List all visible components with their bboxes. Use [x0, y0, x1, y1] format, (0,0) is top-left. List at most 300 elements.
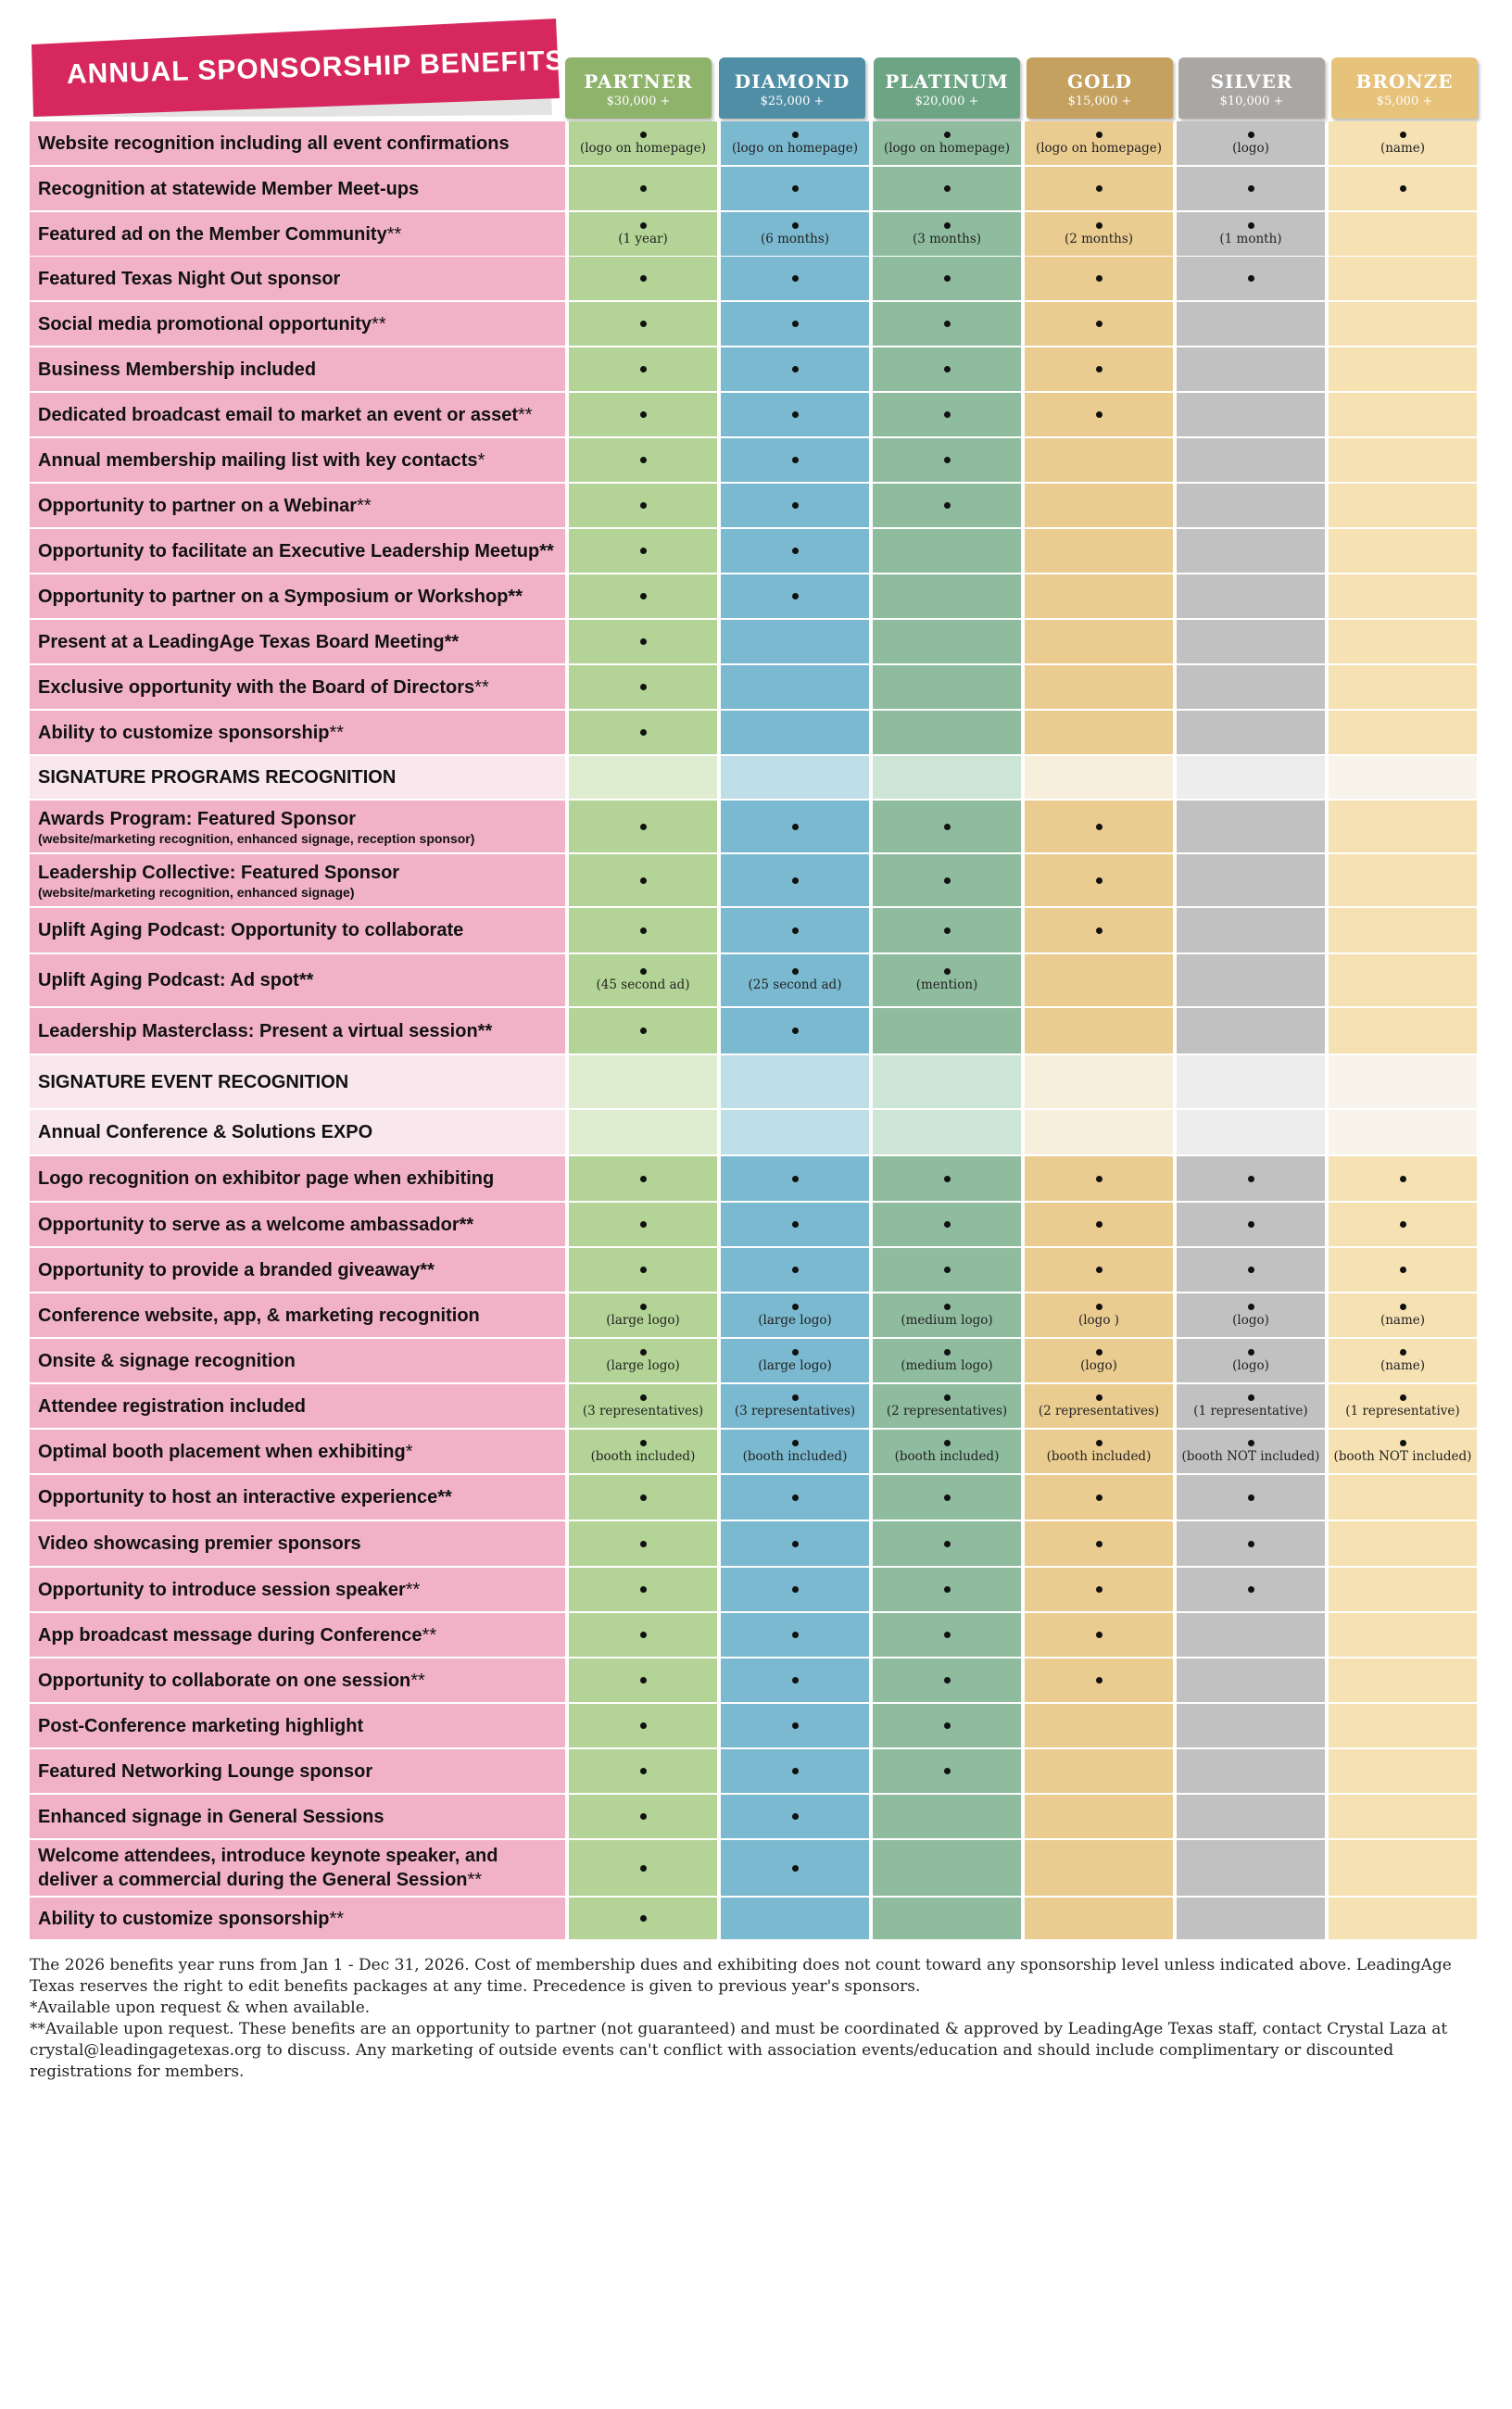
cell-gold — [1025, 854, 1173, 906]
row-label — [30, 1339, 565, 1382]
cell-bronze — [1329, 438, 1477, 482]
cell-silver — [1177, 1156, 1325, 1201]
included-dot-icon — [792, 1586, 799, 1593]
included-dot-icon — [1096, 185, 1102, 192]
benefit-note: (mention) — [915, 977, 978, 992]
benefit-note: (logo on homepage) — [1035, 140, 1163, 156]
included-dot-icon — [944, 1632, 951, 1638]
included-dot-icon — [792, 185, 799, 192]
cell-gold — [1025, 529, 1173, 573]
table-row — [30, 1475, 1477, 1520]
cell-diamond — [721, 1898, 869, 1939]
cell-gold — [1025, 121, 1173, 165]
row-label-text — [38, 1258, 565, 1282]
cell-bronze — [1329, 1521, 1477, 1566]
cell-silver — [1177, 212, 1325, 256]
row-label-main: Website recognition including all event confirmations — [38, 132, 510, 154]
availability-marker: * — [405, 1441, 413, 1462]
included-dot-icon — [944, 1176, 951, 1182]
included-dot-icon — [944, 1394, 951, 1401]
cell-platinum — [873, 1840, 1021, 1896]
included-dot-icon — [944, 457, 951, 463]
table-row — [30, 347, 1477, 391]
row-label-text — [38, 1019, 565, 1043]
cell-platinum — [873, 1055, 1021, 1108]
included-dot-icon — [792, 321, 799, 327]
included-dot-icon — [1248, 1495, 1254, 1501]
cell-diamond — [721, 1384, 869, 1428]
table-row — [30, 302, 1477, 346]
table-row — [30, 212, 1477, 256]
row-label — [30, 1008, 565, 1053]
included-dot-icon — [792, 1722, 799, 1729]
benefit-note: (2 representatives) — [1038, 1403, 1160, 1419]
tier-header-diamond — [719, 57, 865, 119]
benefit-note: (1 representative) — [1193, 1403, 1308, 1419]
cell-diamond — [721, 574, 869, 618]
cell-bronze — [1329, 1659, 1477, 1702]
cell-silver — [1177, 393, 1325, 436]
cell-bronze — [1329, 484, 1477, 527]
cell-partner — [569, 484, 717, 527]
cell-gold — [1025, 1110, 1173, 1154]
included-dot-icon — [1096, 1495, 1102, 1501]
cell-diamond — [721, 167, 869, 210]
cell-silver — [1177, 1704, 1325, 1747]
cell-silver — [1177, 1110, 1325, 1154]
cell-partner — [569, 1659, 717, 1702]
included-dot-icon — [640, 1632, 647, 1638]
cell-silver — [1177, 1430, 1325, 1473]
table-row — [30, 1898, 1477, 1939]
row-label-detail: (website/marketing recognition, enhanced signage, reception sponsor) — [38, 831, 475, 846]
row-label-main: Ability to customize sponsorship — [38, 722, 330, 743]
benefit-note: (1 representative) — [1345, 1403, 1460, 1419]
benefit-note: (3 months) — [912, 231, 982, 246]
cell-platinum — [873, 1339, 1021, 1382]
included-dot-icon — [944, 1541, 951, 1547]
row-label-text — [38, 1349, 565, 1373]
tier-header-platinum — [874, 57, 1020, 119]
benefit-note: (large logo) — [758, 1357, 832, 1373]
row-label-main: Video showcasing premier sponsors — [38, 1533, 361, 1554]
included-dot-icon — [944, 927, 951, 934]
included-dot-icon — [944, 1267, 951, 1273]
included-dot-icon — [792, 1677, 799, 1684]
row-label-main: Welcome attendees, introduce keynote speaker, and — [38, 1846, 498, 1866]
cell-partner — [569, 1293, 717, 1337]
table-row — [30, 167, 1477, 210]
included-dot-icon — [1096, 222, 1102, 229]
included-dot-icon — [1248, 1440, 1254, 1446]
cell-silver — [1177, 1568, 1325, 1611]
benefit-note: (2 representatives) — [886, 1403, 1008, 1419]
cell-bronze — [1329, 1704, 1477, 1747]
table-row — [30, 1156, 1477, 1201]
cell-gold — [1025, 1248, 1173, 1292]
row-label — [30, 908, 565, 952]
included-dot-icon — [1096, 1176, 1102, 1182]
row-label — [30, 1203, 565, 1246]
row-label-text — [38, 1578, 565, 1602]
benefit-note: (name) — [1380, 1312, 1426, 1328]
table-row — [30, 438, 1477, 482]
cell-bronze — [1329, 801, 1477, 852]
cell-silver — [1177, 801, 1325, 852]
cell-bronze — [1329, 302, 1477, 346]
cell-diamond — [721, 1156, 869, 1201]
cell-diamond — [721, 1339, 869, 1382]
included-dot-icon — [640, 457, 647, 463]
cell-bronze — [1329, 1613, 1477, 1657]
included-dot-icon — [792, 968, 799, 975]
cell-diamond — [721, 1613, 869, 1657]
row-label — [30, 801, 565, 852]
row-label-main: Social media promotional opportunity — [38, 313, 372, 334]
benefit-note: (large logo) — [606, 1357, 680, 1373]
included-dot-icon — [1248, 1267, 1254, 1273]
cell-diamond — [721, 347, 869, 391]
cell-gold — [1025, 1156, 1173, 1201]
benefit-note: (name) — [1380, 140, 1426, 156]
cell-silver — [1177, 438, 1325, 482]
row-label — [30, 1430, 565, 1473]
cell-platinum — [873, 167, 1021, 210]
table-row — [30, 1384, 1477, 1428]
cell-partner — [569, 1898, 717, 1939]
included-dot-icon — [640, 729, 647, 736]
row-label-main: SIGNATURE PROGRAMS RECOGNITION — [38, 767, 397, 788]
cell-partner — [569, 665, 717, 709]
row-label-main: Post-Conference marketing highlight — [38, 1715, 364, 1736]
cell-bronze — [1329, 1156, 1477, 1201]
cell-silver — [1177, 1475, 1325, 1520]
cell-gold — [1025, 1613, 1173, 1657]
included-dot-icon — [640, 502, 647, 509]
cell-platinum — [873, 954, 1021, 1006]
included-dot-icon — [944, 1677, 951, 1684]
row-label-main: Onsite & signage recognition — [38, 1350, 296, 1371]
cell-diamond — [721, 438, 869, 482]
cell-platinum — [873, 1293, 1021, 1337]
cell-platinum — [873, 574, 1021, 618]
cell-diamond — [721, 121, 869, 165]
availability-marker: ** — [372, 313, 386, 334]
cell-bronze — [1329, 212, 1477, 256]
availability-marker: ** — [467, 1870, 483, 1890]
row-label-text — [38, 403, 565, 427]
included-dot-icon — [640, 1722, 647, 1729]
cell-silver — [1177, 756, 1325, 799]
included-dot-icon — [1096, 1304, 1102, 1310]
included-dot-icon — [640, 366, 647, 372]
section-header-row — [30, 756, 1477, 799]
subsection-header-row — [30, 1110, 1477, 1154]
cell-silver — [1177, 665, 1325, 709]
cell-partner — [569, 1568, 717, 1611]
row-label-text — [38, 1440, 565, 1464]
cell-diamond — [721, 756, 869, 799]
cell-platinum — [873, 121, 1021, 165]
included-dot-icon — [1096, 927, 1102, 934]
table-row — [30, 854, 1477, 906]
included-dot-icon — [792, 411, 799, 418]
table-row — [30, 1293, 1477, 1337]
benefit-note: (large logo) — [758, 1312, 832, 1328]
table-row — [30, 908, 1477, 952]
row-label — [30, 1521, 565, 1566]
table-row — [30, 529, 1477, 573]
benefit-note: (booth included) — [742, 1448, 848, 1464]
included-dot-icon — [792, 132, 799, 138]
cell-platinum — [873, 665, 1021, 709]
cell-platinum — [873, 1248, 1021, 1292]
benefit-note: (45 second ad) — [596, 977, 690, 992]
cell-silver — [1177, 1898, 1325, 1939]
cell-bronze — [1329, 711, 1477, 754]
cell-diamond — [721, 1203, 869, 1246]
cell-platinum — [873, 1384, 1021, 1428]
included-dot-icon — [792, 877, 799, 884]
row-label — [30, 167, 565, 210]
table-row — [30, 711, 1477, 754]
cell-gold — [1025, 1521, 1173, 1566]
row-label-text — [38, 1485, 565, 1509]
cell-diamond — [721, 1749, 869, 1793]
row-label-detail: (website/marketing recognition, enhanced signage) — [38, 885, 355, 900]
benefit-note: (booth included) — [894, 1448, 1000, 1464]
cell-platinum — [873, 393, 1021, 436]
cell-partner — [569, 854, 717, 906]
included-dot-icon — [1096, 411, 1102, 418]
availability-marker: ** — [405, 1579, 421, 1600]
tier-name: SILVER — [1210, 70, 1293, 93]
cell-gold — [1025, 711, 1173, 754]
tier-header-partner — [565, 57, 712, 119]
included-dot-icon — [640, 1176, 647, 1182]
benefit-note: (medium logo) — [901, 1312, 993, 1328]
table-row — [30, 1704, 1477, 1747]
row-label-text — [38, 177, 565, 201]
cell-diamond — [721, 1795, 869, 1838]
cell-diamond — [721, 1521, 869, 1566]
included-dot-icon — [640, 1768, 647, 1774]
row-label-main: Featured ad on the Member Community — [38, 223, 387, 245]
benefit-note: (large logo) — [606, 1312, 680, 1328]
tier-price: $20,000 + — [914, 95, 979, 108]
cell-platinum — [873, 854, 1021, 906]
tier-name: GOLD — [1067, 70, 1132, 93]
cell-partner — [569, 1475, 717, 1520]
row-label-text — [38, 1167, 565, 1191]
row-label-main: Exclusive opportunity with the Board of Directors — [38, 676, 475, 698]
cell-partner — [569, 1203, 717, 1246]
cell-platinum — [873, 1008, 1021, 1053]
included-dot-icon — [640, 1541, 647, 1547]
included-dot-icon — [1248, 1349, 1254, 1356]
included-dot-icon — [640, 684, 647, 690]
availability-marker: ** — [517, 404, 533, 425]
row-label — [30, 665, 565, 709]
included-dot-icon — [640, 1394, 647, 1401]
included-dot-icon — [792, 1176, 799, 1182]
cell-partner — [569, 711, 717, 754]
included-dot-icon — [792, 927, 799, 934]
cell-platinum — [873, 1795, 1021, 1838]
row-label-main: Opportunity to introduce session speaker — [38, 1579, 406, 1600]
cell-silver — [1177, 1339, 1325, 1382]
cell-gold — [1025, 212, 1173, 256]
cell-silver — [1177, 854, 1325, 906]
cell-platinum — [873, 801, 1021, 852]
cell-gold — [1025, 167, 1173, 210]
cell-bronze — [1329, 665, 1477, 709]
page-title: ANNUAL SPONSORSHIP BENEFITS — [66, 44, 565, 90]
included-dot-icon — [640, 1304, 647, 1310]
cell-bronze — [1329, 347, 1477, 391]
cell-platinum — [873, 1110, 1021, 1154]
row-label-text — [38, 968, 565, 992]
included-dot-icon — [792, 1394, 799, 1401]
row-label-main: Annual Conference & Solutions EXPO — [38, 1122, 373, 1142]
benefit-note: (logo ) — [1077, 1312, 1120, 1328]
cell-partner — [569, 257, 717, 300]
cell-diamond — [721, 1293, 869, 1337]
cell-platinum — [873, 438, 1021, 482]
cell-silver — [1177, 302, 1325, 346]
cell-partner — [569, 1339, 717, 1382]
cell-gold — [1025, 1008, 1173, 1053]
cell-bronze — [1329, 1568, 1477, 1611]
included-dot-icon — [792, 1304, 799, 1310]
cell-silver — [1177, 954, 1325, 1006]
included-dot-icon — [1248, 1394, 1254, 1401]
cell-gold — [1025, 393, 1173, 436]
included-dot-icon — [640, 1865, 647, 1872]
included-dot-icon — [1096, 321, 1102, 327]
table-row — [30, 1659, 1477, 1702]
included-dot-icon — [1400, 1304, 1406, 1310]
cell-partner — [569, 1430, 717, 1473]
row-label-text — [38, 1759, 565, 1784]
cell-gold — [1025, 1898, 1173, 1939]
row-label-main: Ability to customize sponsorship — [38, 1908, 330, 1929]
row-label-text — [38, 1669, 565, 1693]
included-dot-icon — [640, 593, 647, 599]
cell-bronze — [1329, 1110, 1477, 1154]
cell-bronze — [1329, 1795, 1477, 1838]
cell-platinum — [873, 1568, 1021, 1611]
row-label-main: Opportunity to provide a branded giveaway** — [38, 1259, 435, 1280]
table-row — [30, 954, 1477, 1006]
cell-gold — [1025, 1384, 1173, 1428]
cell-bronze — [1329, 1339, 1477, 1382]
table-row — [30, 257, 1477, 300]
included-dot-icon — [640, 638, 647, 645]
cell-diamond — [721, 1008, 869, 1053]
cell-platinum — [873, 756, 1021, 799]
benefit-note: (booth NOT included) — [1333, 1448, 1472, 1464]
table-row — [30, 1203, 1477, 1246]
included-dot-icon — [792, 366, 799, 372]
cell-partner — [569, 1704, 717, 1747]
included-dot-icon — [944, 1495, 951, 1501]
benefit-note: (logo) — [1232, 1312, 1269, 1328]
cell-silver — [1177, 1795, 1325, 1838]
row-label-main: Opportunity to collaborate on one session — [38, 1670, 411, 1691]
cell-diamond — [721, 801, 869, 852]
row-label-text — [38, 585, 565, 609]
row-label-main: Leadership Collective: Featured Sponsor — [38, 863, 400, 883]
row-label-text — [38, 1070, 565, 1094]
included-dot-icon — [1096, 1267, 1102, 1273]
cell-diamond — [721, 1840, 869, 1896]
row-label-main: Featured Networking Lounge sponsor — [38, 1760, 373, 1782]
cell-diamond — [721, 393, 869, 436]
row-label — [30, 1840, 565, 1896]
row-label — [30, 438, 565, 482]
included-dot-icon — [1248, 132, 1254, 138]
cell-platinum — [873, 1613, 1021, 1657]
cell-silver — [1177, 1840, 1325, 1896]
cell-platinum — [873, 1659, 1021, 1702]
included-dot-icon — [792, 593, 799, 599]
included-dot-icon — [944, 275, 951, 282]
cell-silver — [1177, 1521, 1325, 1566]
cell-diamond — [721, 665, 869, 709]
row-label — [30, 121, 565, 165]
benefit-note: (booth included) — [1046, 1448, 1152, 1464]
cell-gold — [1025, 1840, 1173, 1896]
included-dot-icon — [944, 1221, 951, 1228]
cell-gold — [1025, 1430, 1173, 1473]
row-label — [30, 711, 565, 754]
cell-silver — [1177, 1248, 1325, 1292]
row-label-text — [38, 1304, 565, 1328]
included-dot-icon — [640, 1440, 647, 1446]
included-dot-icon — [1248, 1541, 1254, 1547]
benefit-note: (name) — [1380, 1357, 1426, 1373]
cell-gold — [1025, 484, 1173, 527]
row-label — [30, 1749, 565, 1793]
row-label-main: Conference website, app, & marketing recognition — [38, 1305, 480, 1326]
cell-diamond — [721, 1248, 869, 1292]
row-label-text — [38, 1532, 565, 1556]
row-label-main: SIGNATURE EVENT RECOGNITION — [38, 1071, 349, 1092]
tier-price: $15,000 + — [1067, 95, 1132, 108]
cell-bronze — [1329, 620, 1477, 663]
row-label — [30, 620, 565, 663]
included-dot-icon — [640, 1267, 647, 1273]
cell-partner — [569, 1384, 717, 1428]
cell-silver — [1177, 1293, 1325, 1337]
benefit-note: (medium logo) — [901, 1357, 993, 1373]
cell-partner — [569, 1156, 717, 1201]
included-dot-icon — [792, 275, 799, 282]
tier-price: $30,000 + — [606, 95, 671, 108]
cell-partner — [569, 167, 717, 210]
table-row — [30, 1430, 1477, 1473]
cell-diamond — [721, 257, 869, 300]
row-label-main: Attendee registration included — [38, 1395, 306, 1417]
row-label — [30, 1659, 565, 1702]
included-dot-icon — [640, 1915, 647, 1922]
row-label-main: Business Membership included — [38, 359, 317, 380]
table-row — [30, 1840, 1477, 1896]
cell-partner — [569, 1055, 717, 1108]
table-row — [30, 121, 1477, 165]
included-dot-icon — [944, 502, 951, 509]
